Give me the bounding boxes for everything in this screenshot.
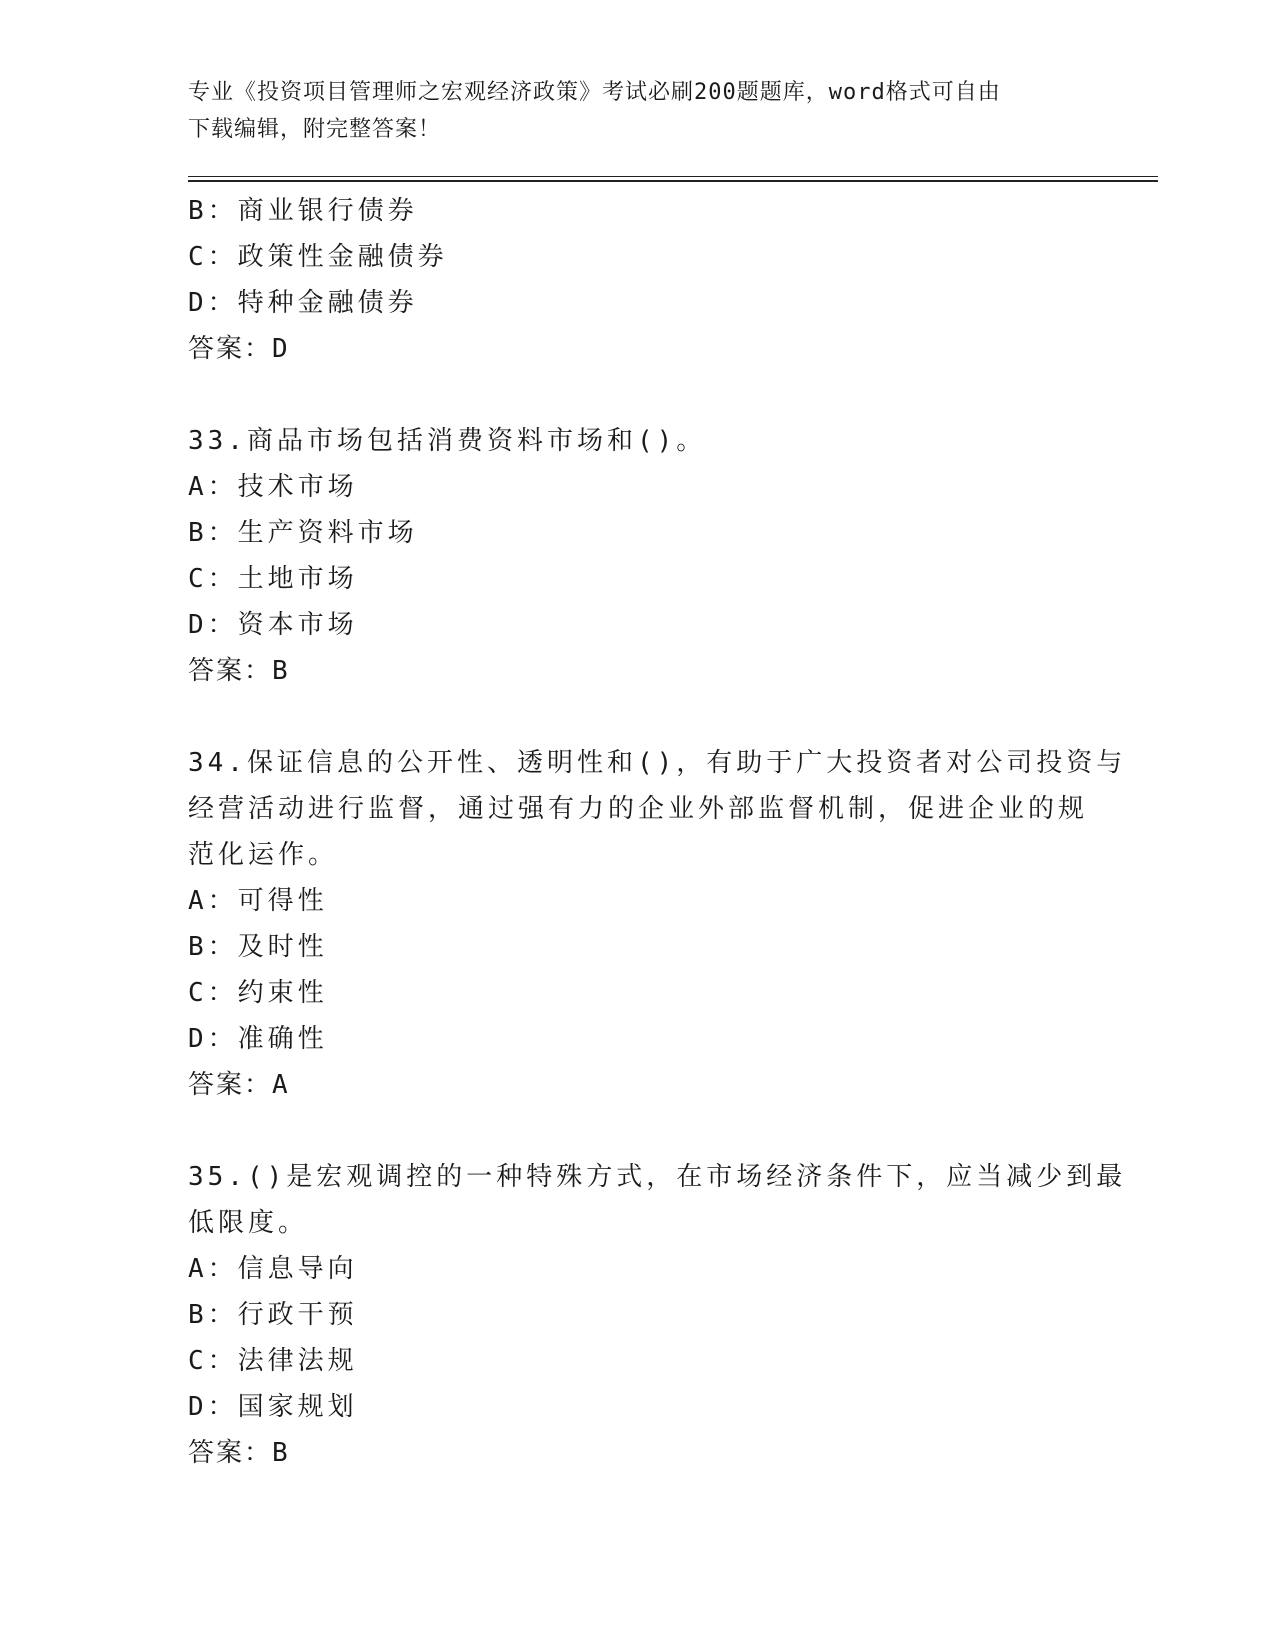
option-a: A：可得性 xyxy=(188,886,328,916)
header-divider-thin xyxy=(188,176,1158,177)
question-stem-line-1: 35.()是宏观调控的一种特殊方式，在市场经济条件下，应当减少到最 xyxy=(188,1162,1127,1192)
question-block-34 xyxy=(188,740,1127,1108)
header-divider-thick xyxy=(188,180,1158,182)
answer-line: 答案：B xyxy=(188,656,290,686)
option-b: B：生产资料市场 xyxy=(188,518,418,548)
spacer xyxy=(188,1108,1088,1154)
spacer xyxy=(188,372,1088,418)
option-c: C：约束性 xyxy=(188,978,328,1008)
option-d: D：国家规划 xyxy=(188,1392,358,1422)
header-line-1: 专业《投资项目管理师之宏观经济政策》考试必刷200题题库，word格式可自由 xyxy=(188,80,1001,105)
document-header xyxy=(188,74,1088,148)
question-list xyxy=(188,188,1127,1476)
option-d: D：准确性 xyxy=(188,1024,328,1054)
option-a: A：技术市场 xyxy=(188,472,358,502)
answer-line: 答案：B xyxy=(188,1438,290,1468)
question-stem-line-2: 低限度。 xyxy=(188,1208,309,1238)
option-d: D：特种金融债券 xyxy=(188,288,418,318)
question-block-33 xyxy=(188,418,1088,694)
header-line-2: 下载编辑，附完整答案！ xyxy=(188,117,442,142)
option-b: B：及时性 xyxy=(188,932,328,962)
question-stem-line-1: 34.保证信息的公开性、透明性和()，有助于广大投资者对公司投资与 xyxy=(188,748,1127,778)
option-b: B：商业银行债券 xyxy=(188,196,418,226)
question-stem-line-3: 范化运作。 xyxy=(188,840,339,870)
option-d: D：资本市场 xyxy=(188,610,358,640)
option-c: C：土地市场 xyxy=(188,564,358,594)
answer-line: 答案：D xyxy=(188,334,290,364)
option-a: A：信息导向 xyxy=(188,1254,358,1284)
question-stem: 33.商品市场包括消费资料市场和()。 xyxy=(188,426,707,456)
option-c: C：法律法规 xyxy=(188,1346,358,1376)
question-stem-line-2: 经营活动进行监督，通过强有力的企业外部监督机制，促进企业的规 xyxy=(188,794,1089,824)
question-block-32 xyxy=(188,188,1088,372)
answer-line: 答案：A xyxy=(188,1070,290,1100)
option-b: B：行政干预 xyxy=(188,1300,358,1330)
spacer xyxy=(188,694,1088,740)
question-block-35 xyxy=(188,1154,1127,1476)
option-c: C：政策性金融债券 xyxy=(188,242,448,272)
